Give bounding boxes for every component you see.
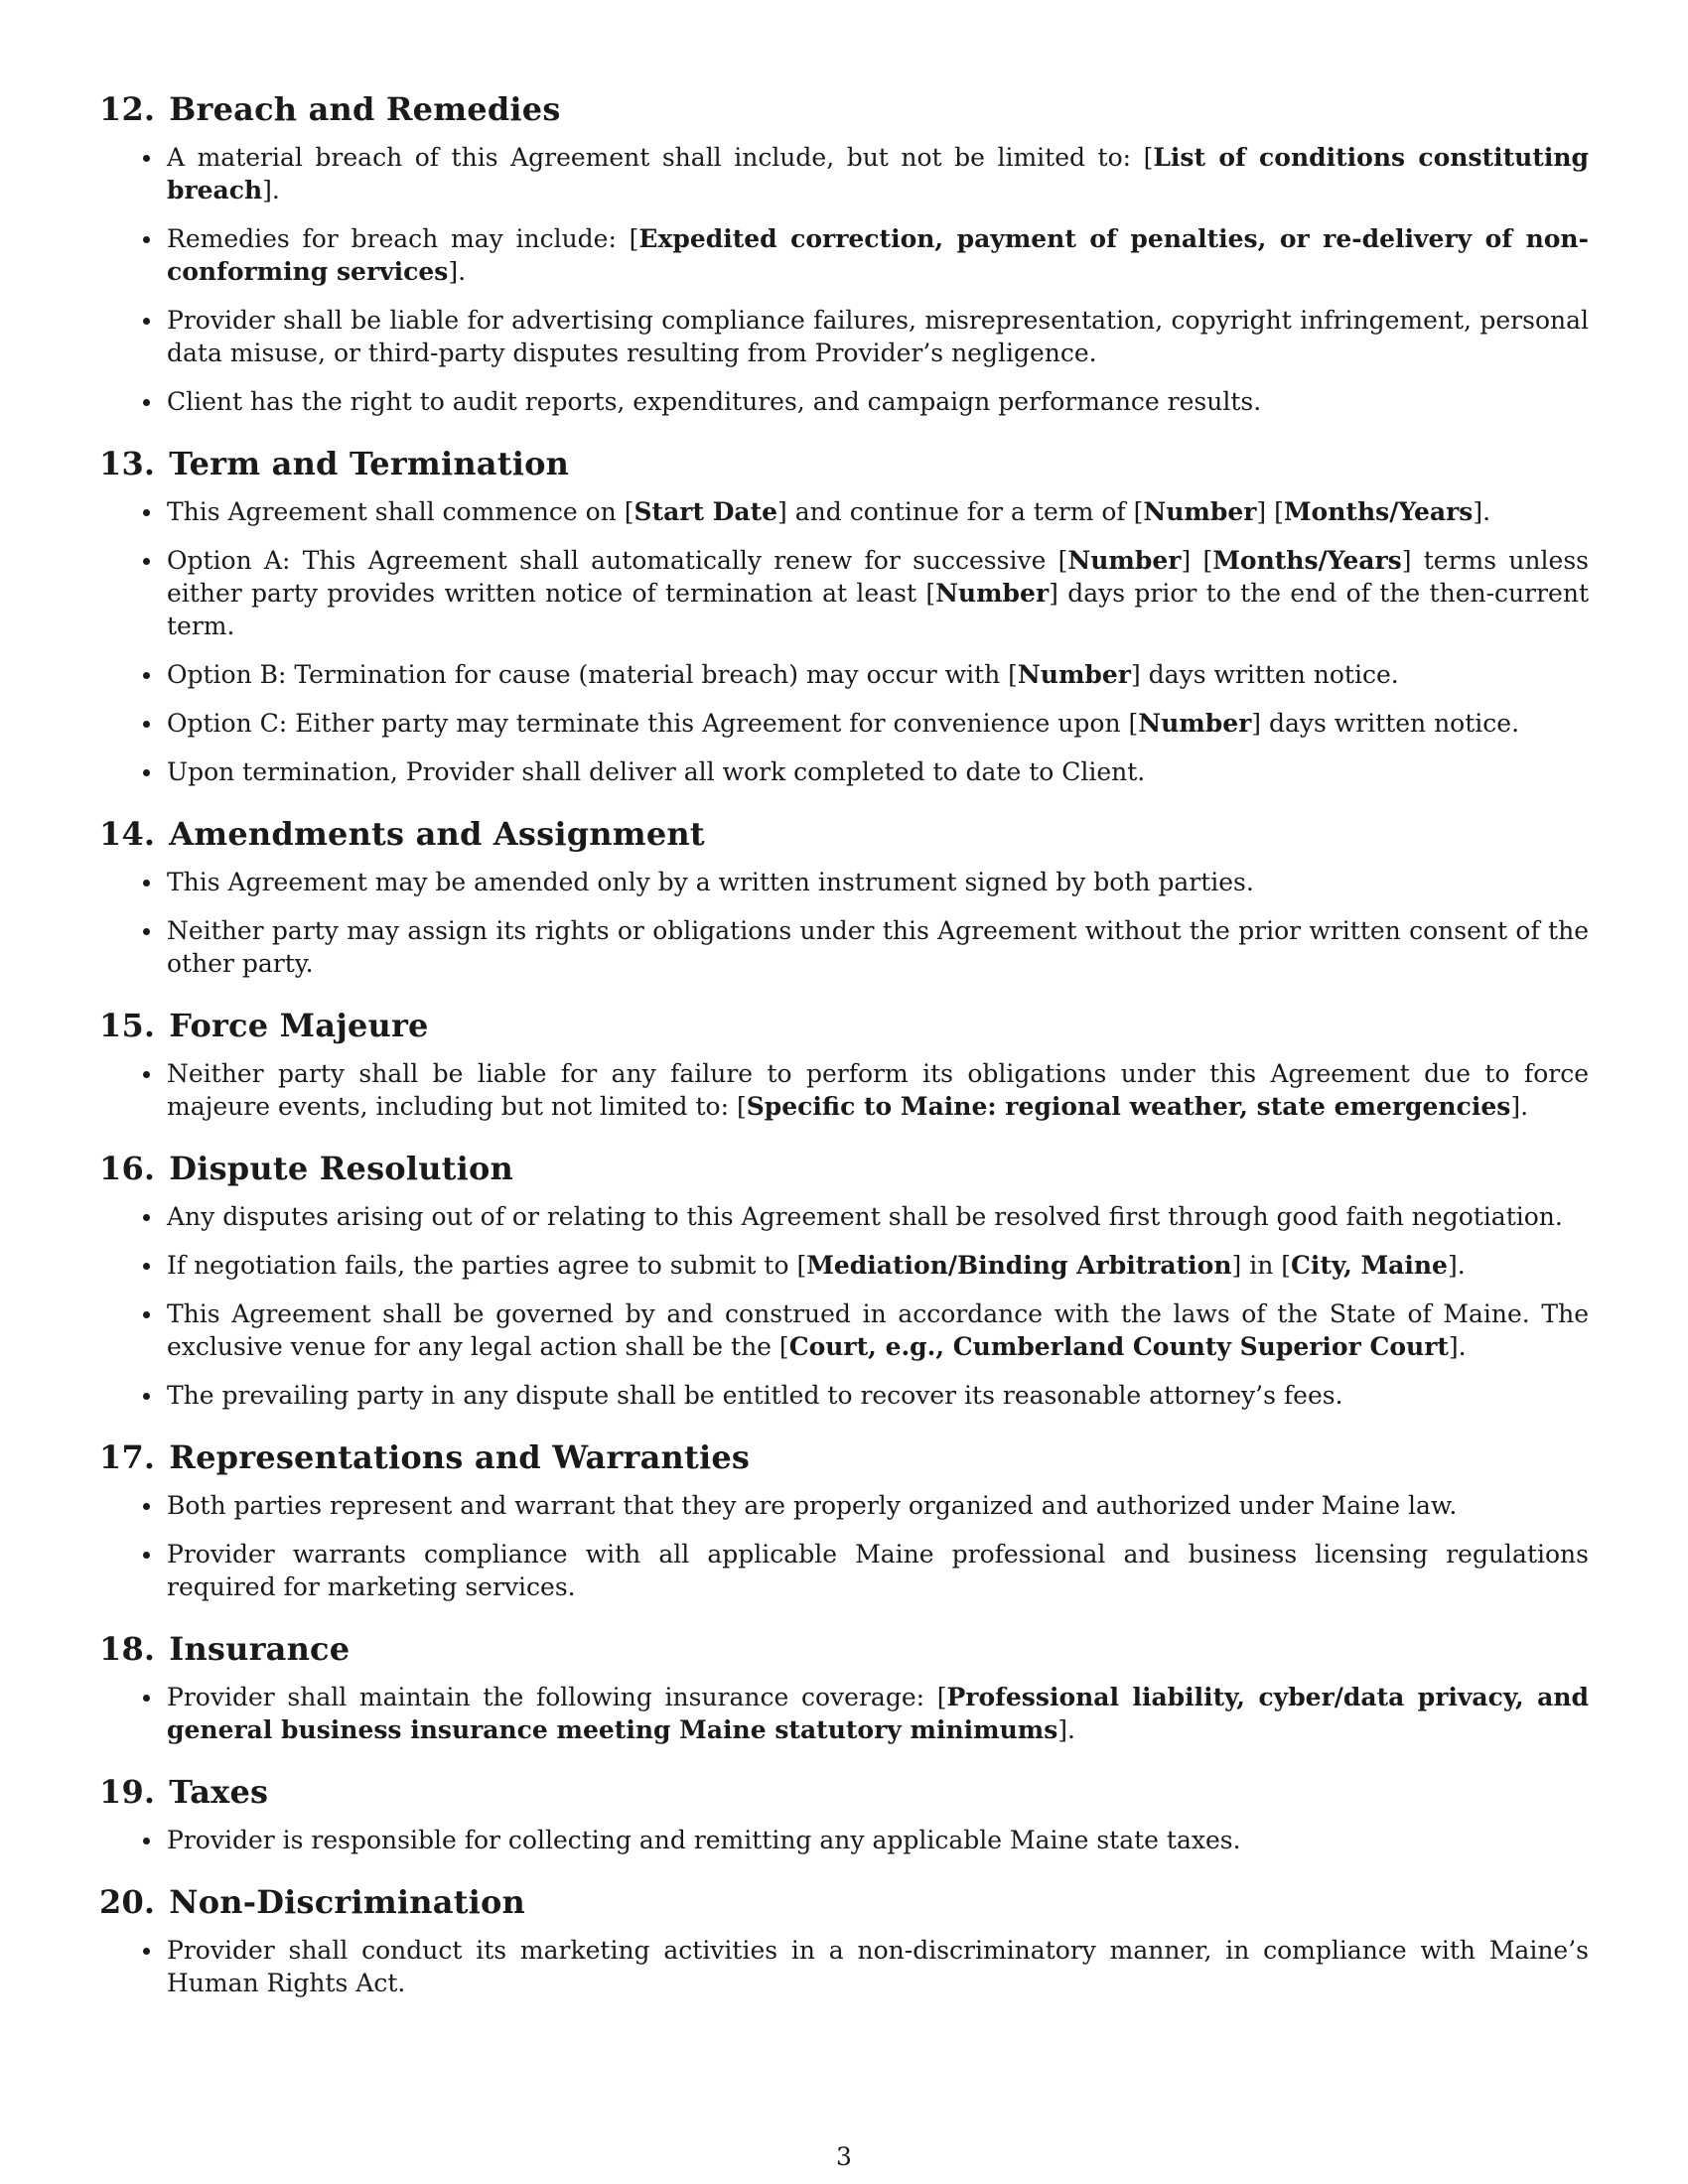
clause-text: ] [ [1181, 546, 1213, 575]
section-number: 16. [99, 1150, 156, 1187]
clause-text: ] and continue for a term of [ [777, 497, 1144, 526]
list-item [167, 1297, 1589, 1363]
clause-text: Neither party may assign its rights or obligations under this Agreement without the prior written consent of the other party. [167, 916, 1589, 978]
list-item [167, 1934, 1589, 1999]
clause-text: Client has the right to audit reports, expenditures, and campaign performance results. [167, 387, 1262, 416]
list-item [167, 141, 1589, 206]
clause-text: ]. [1448, 1332, 1467, 1361]
placeholder-text: Number [1143, 497, 1257, 526]
clause-text: Upon termination, Provider shall deliver all work completed to date to Client. [167, 757, 1146, 786]
clause-text: ] in [ [1231, 1251, 1292, 1280]
clause-text: Option A: This Agreement shall automatically renew for successive [ [167, 546, 1068, 575]
placeholder-text: Number [1017, 660, 1131, 689]
clause-text: ]. [1057, 1715, 1075, 1744]
list-item [167, 1538, 1589, 1603]
clause-text: ] terms unless either party provides written notice of termination at least [ [167, 546, 1589, 608]
clause-text: ]. [1447, 1251, 1466, 1280]
section-heading [99, 1149, 1589, 1188]
list-item [167, 304, 1589, 369]
bullet-list [99, 866, 1589, 980]
clause-text: ]. [1510, 1092, 1529, 1121]
bullet-list [99, 1200, 1589, 1412]
clause-text: Provider is responsible for collecting and remitting any applicable Maine state taxes. [167, 1826, 1241, 1854]
section-title: Breach and Remedies [169, 90, 561, 128]
placeholder-text: Specific to Maine: regional weather, state emergencies [746, 1092, 1511, 1121]
section-13 [99, 444, 1589, 788]
bullet-list [99, 1934, 1589, 1999]
placeholder-text: List of conditions constituting breach [167, 143, 1589, 205]
bullet-list [99, 141, 1589, 418]
section-number: 12. [99, 90, 156, 128]
page-number: 3 [836, 2142, 852, 2171]
clause-text: ] [ [1256, 497, 1284, 526]
section-title: Taxes [169, 1773, 269, 1811]
section-heading [99, 444, 1589, 483]
list-item [167, 222, 1589, 288]
section-heading [99, 1006, 1589, 1045]
bullet-list [99, 495, 1589, 788]
clause-text: If negotiation fails, the parties agree to submit to [ [167, 1251, 807, 1280]
document-page [99, 89, 1589, 2025]
bullet-list [99, 1824, 1589, 1856]
clause-text: This Agreement shall commence on [ [167, 497, 634, 526]
clause-text: Provider shall conduct its marketing activities in a non-discriminatory manner, in compliance with Maine’s Human Rights Act. [167, 1936, 1589, 1997]
list-item [167, 1200, 1589, 1233]
section-number: 14. [99, 815, 156, 853]
list-item [167, 755, 1589, 788]
section-heading [99, 814, 1589, 854]
clause-text: ] days written notice. [1251, 709, 1520, 738]
section-number: 15. [99, 1007, 156, 1044]
placeholder-text: Professional liability, cyber/data privacy, and general business insurance meeting Maine statutory minimums [167, 1683, 1589, 1744]
clause-text: Remedies for breach may include: [ [167, 224, 639, 253]
placeholder-text: Months/Years [1212, 546, 1402, 575]
list-item [167, 385, 1589, 418]
bullet-list [99, 1681, 1589, 1746]
bullet-list [99, 1489, 1589, 1603]
clause-text: This Agreement may be amended only by a written instrument signed by both parties. [167, 868, 1254, 896]
section-title: Non-Discrimination [169, 1883, 526, 1921]
list-item [167, 1824, 1589, 1856]
section-heading [99, 1629, 1589, 1669]
section-heading [99, 1437, 1589, 1477]
section-title: Force Majeure [169, 1007, 429, 1044]
section-19 [99, 1772, 1589, 1856]
section-12 [99, 89, 1589, 418]
clause-text: Option C: Either party may terminate this Agreement for convenience upon [ [167, 709, 1139, 738]
clause-text: Provider shall be liable for advertising compliance failures, misrepresentation, copyright infringement, personal data misuse, or third-party disputes resulting from Provider’s negligence. [167, 306, 1589, 367]
section-title: Representations and Warranties [169, 1438, 751, 1476]
clause-text: ]. [1473, 497, 1491, 526]
clause-text: ]. [262, 176, 280, 205]
clause-text: Both parties represent and warrant that they are properly organized and authorized under Maine law. [167, 1491, 1458, 1520]
clause-text: Any disputes arising out of or relating to this Agreement shall be resolved first through good faith negotiation. [167, 1202, 1563, 1231]
section-16 [99, 1149, 1589, 1412]
section-heading [99, 1882, 1589, 1922]
clause-text: Provider warrants compliance with all applicable Maine professional and business licensing regulations required for marketing services. [167, 1540, 1589, 1601]
list-item [167, 1249, 1589, 1282]
list-item [167, 707, 1589, 740]
placeholder-text: Number [935, 579, 1050, 608]
clause-text: ]. [448, 257, 467, 286]
list-item [167, 1681, 1589, 1746]
list-item [167, 544, 1589, 642]
section-number: 20. [99, 1883, 156, 1921]
section-number: 18. [99, 1630, 156, 1668]
placeholder-text: Mediation/Binding Arbitration [806, 1251, 1232, 1280]
clause-text: ] days prior to the end of the then-current term. [167, 579, 1589, 640]
placeholder-text: City, Maine [1291, 1251, 1448, 1280]
list-item [167, 866, 1589, 898]
clause-text: ] days written notice. [1130, 660, 1399, 689]
section-14 [99, 814, 1589, 980]
clause-text: This Agreement shall be governed by and construed in accordance with the laws of the State of Maine. The exclusive venue for any legal action shall be the [ [167, 1299, 1589, 1361]
section-title: Term and Termination [169, 445, 570, 482]
clause-text: Provider shall maintain the following insurance coverage: [ [167, 1683, 947, 1711]
section-title: Amendments and Assignment [169, 815, 705, 853]
list-item [167, 658, 1589, 691]
placeholder-text: Months/Years [1283, 497, 1474, 526]
list-item [167, 914, 1589, 980]
clause-text: A material breach of this Agreement shall include, but not be limited to: [ [167, 143, 1154, 172]
section-15 [99, 1006, 1589, 1123]
placeholder-text: Start Date [633, 497, 778, 526]
section-title: Dispute Resolution [169, 1150, 514, 1187]
clause-text: Neither party shall be liable for any failure to perform its obligations under this Agreement due to force majeure events, including but not limited to: [ [167, 1059, 1589, 1121]
placeholder-text: Number [1067, 546, 1182, 575]
section-18 [99, 1629, 1589, 1746]
section-heading [99, 89, 1589, 129]
section-heading [99, 1772, 1589, 1812]
list-item [167, 1489, 1589, 1522]
placeholder-text: Expedited correction, payment of penalties, or re-delivery of non-conforming services [167, 224, 1589, 286]
section-17 [99, 1437, 1589, 1603]
list-item [167, 495, 1589, 528]
section-number: 13. [99, 445, 156, 482]
list-item [167, 1057, 1589, 1123]
placeholder-text: Number [1138, 709, 1252, 738]
section-20 [99, 1882, 1589, 1999]
list-item [167, 1379, 1589, 1412]
bullet-list [99, 1057, 1589, 1123]
section-number: 17. [99, 1438, 156, 1476]
placeholder-text: Court, e.g., Cumberland County Superior Court [788, 1332, 1449, 1361]
section-title: Insurance [169, 1630, 351, 1668]
clause-text: Option B: Termination for cause (material breach) may occur with [ [167, 660, 1018, 689]
clause-text: The prevailing party in any dispute shall be entitled to recover its reasonable attorney’s fees. [167, 1381, 1343, 1410]
section-number: 19. [99, 1773, 156, 1811]
